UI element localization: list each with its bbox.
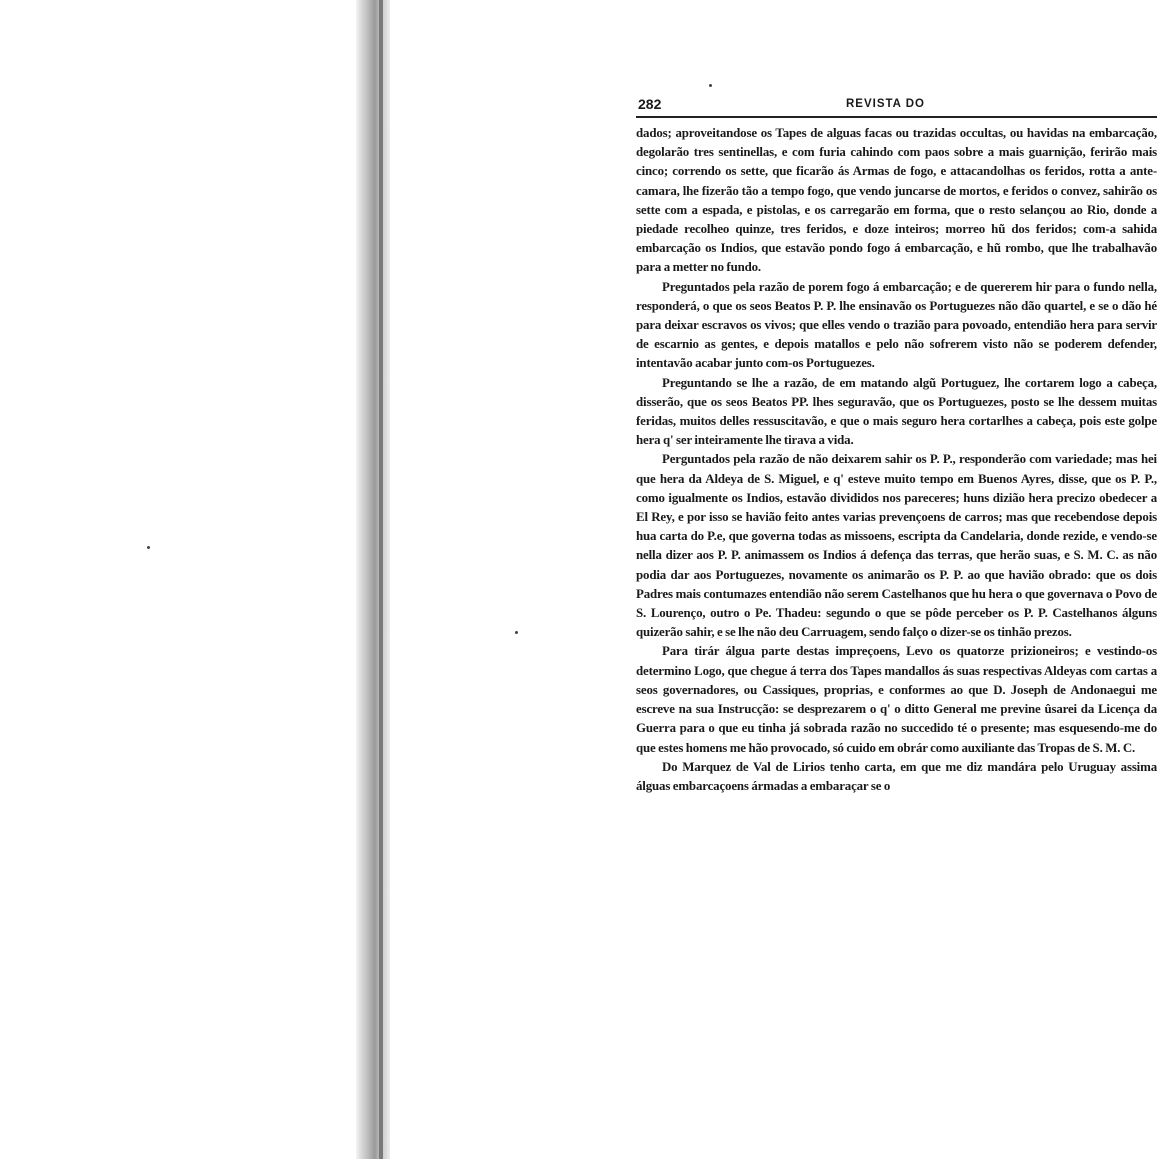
page-header <box>636 96 1157 118</box>
page-number: 282 <box>638 96 662 112</box>
paragraph: Perguntados pela razão de não deixarem sahir os P. P., responderão com variedade; mas hei que hera da Aldeya de S. Miguel, e q' esteve muito tempo em Buenos Ayres, disse, que os P. P., como igualmente os Indios, estavão divididos nos pareceres; huns dizião hera precizo obedecer a El Rey, e por isso se havião feito antes varias prevençoens de carros; mas que recebendose depois hua carta do P.e, que governa todas as missoens, escripta da Candelaria, donde rezide, e vendo-se nella dizer aos P. P. animassem os Indios á defença das terras, que herão suas, e S. M. C. as não podia dar aos Portuguezes, novamente os animarão os P. P. ao que havião obrado: que os dois Padres mais contumazes entendião não serem Castelhanos que hu hera o que governava o Povo de S. Lourenço, outro o Pe. Thadeu: segundo o que se pôde perceber os P. P. Castelhanos álguns quizerão sahir, e se lhe não deu Carruagem, sendo falço o dizer-se os tinhão prezos. <box>636 452 1157 640</box>
paragraph: Preguntando se lhe a razão, de em matando algũ Portuguez, lhe cortarem logo a cabeça, disserão, que os seos Beatos PP. lhes seguravão, que os Portuguezes, posto se lhe dessem muitas feridas, muitos delles ressuscitavão, e que o mais seguro hera cortarlhes a cabeça, pois este golpe hera q' ser inteiramente lhe tirava a vida. <box>636 375 1157 448</box>
scan-speck <box>515 631 518 634</box>
paragraph: Para tirár álgua parte destas impreçoens, Levo os quatorze prizioneiros; e vestindo-os determino Logo, que chegue á terra dos Tapes mandallos ás suas respectivas Aldeyas com cartas a seos governadores, ou Cassiques, proprias, e conformes ao que D. Joseph de Andonaegui me escreve na sua Instrucção: se desprezarem o q' o ditto General me previne ûsarei da Licença da Guerra para o que eu tinha já sobrada razão no succedido té o presente; mas esquesendo-me do que estes homens me hão provocado, só cuido em obrár como auxiliante das Tropas de S. M. C. <box>636 644 1157 755</box>
paragraph: Preguntados pela razão de porem fogo á embarcação; e de quererem hir para o fundo nella, responderá, o que os seos Beatos P. P. lhe ensinavão os Portuguezes não dão quartel, e se o dão hé para deixar escravos os vivos; que elles vendo o trazião para povoado, entendião hera para servir de escarnio as gentes, e depois matallos e pelo não sofrerem visto não se poderem defender, intentavão acabar junto com-os Portuguezes. <box>636 279 1157 371</box>
document-page <box>636 96 1157 796</box>
paragraph: Do Marquez de Val de Lirios tenho carta, em que me diz mandára pelo Uruguay assima álguas embarcaçoens ármadas a embaraçar se o <box>636 759 1157 793</box>
book-gutter-line <box>379 0 383 1159</box>
page-body <box>636 124 1157 796</box>
running-title: REVISTA DO <box>846 98 926 110</box>
book-spine-shadow <box>356 0 390 1159</box>
scan-speck <box>709 84 712 87</box>
scan-speck <box>147 546 150 549</box>
paragraph: dados; aproveitandose os Tapes de alguas facas ou trazidas occultas, ou havidas na embarcação, degolarão tres sentinellas, e com furia cahindo com paos sobre a mais guarnição, ferirão mais cinco; correndo os sette, que ficarão ás Armas de fogo, e attacandolhas os feridos, rotta a ante-camara, lhe fizerão tão a tempo fogo, que vendo juncarse de mortos, e feridos o convez, sahirão os sette com a espada, e pistolas, e os carregarão em forma, que o resto selançou ao Rio, donde a piedade recolheo quinze, tres feridos, e doze inteiros; morreo hũ dos feridos; com-a sahida embarcação os Indios, que estavão pondo fogo á embarcação, e hũ rombo, que lhe trabalhavão para a metter no fundo. <box>636 126 1157 275</box>
